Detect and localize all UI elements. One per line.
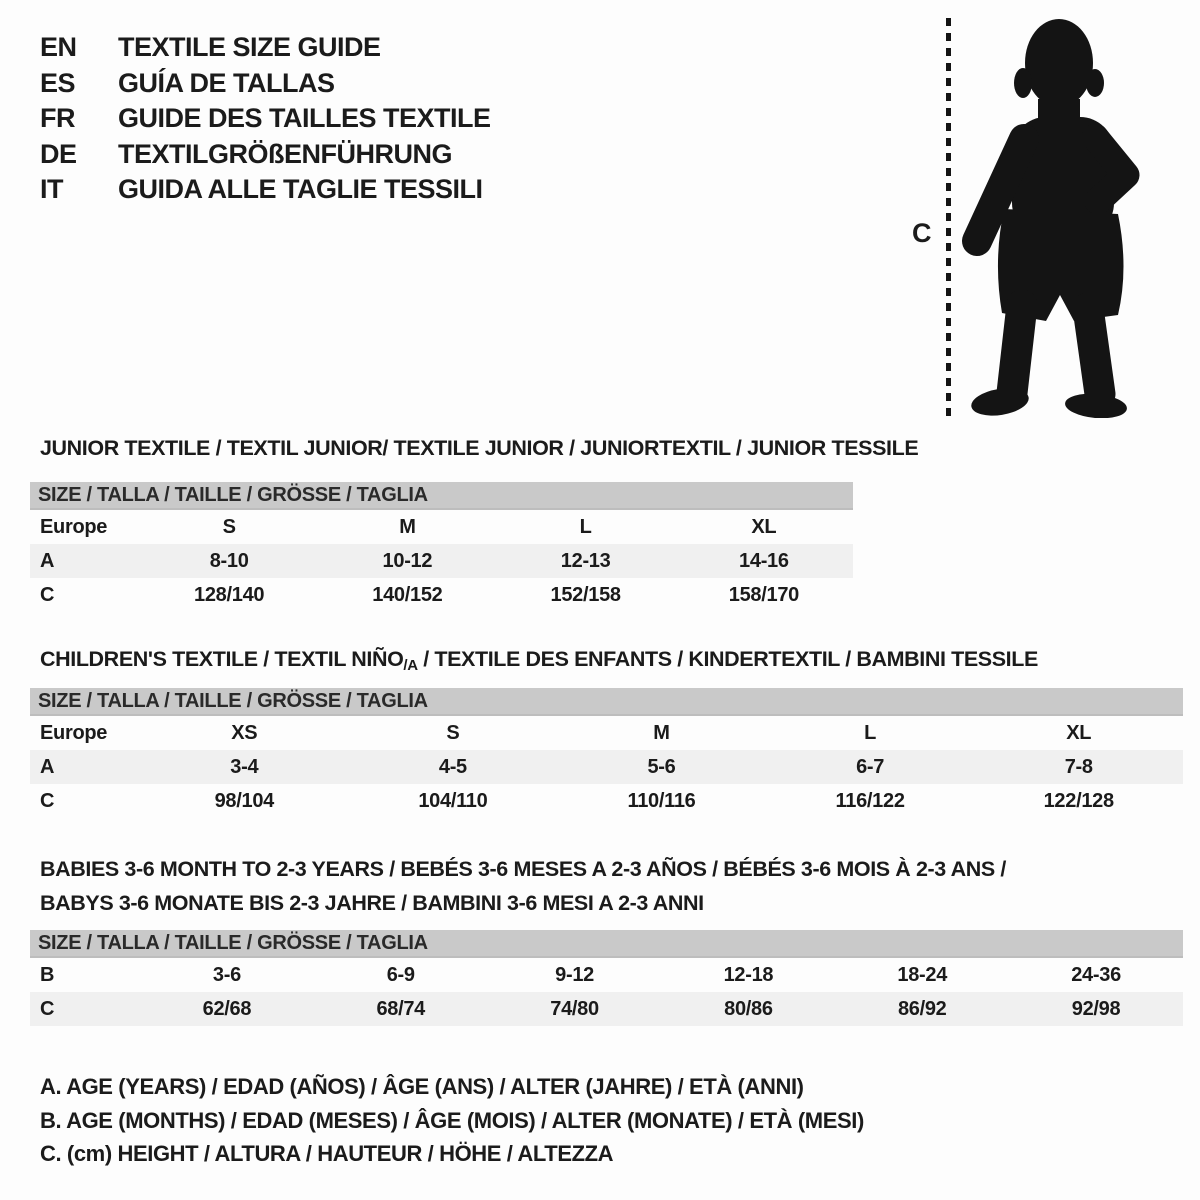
height-cell: 92/98 (1071, 997, 1121, 1020)
toddler-silhouette-icon (960, 13, 1140, 418)
children-section-heading (40, 647, 1038, 672)
babies-heading-line2: BABYS 3-6 MONATE BIS 2-3 JAHRE / BAMBINI 3-6 MESI A 2-3 ANNI (40, 891, 704, 915)
children-heading-rest: / TEXTILE DES ENFANTS / KINDERTEXTIL / BAMBINI TESSILE (417, 647, 1038, 671)
age-cell: 12-13 (560, 549, 611, 572)
row-label: Europe (40, 721, 108, 744)
height-cell: 110/116 (627, 789, 696, 812)
legend-line-b: B. AGE (MONTHS) / EDAD (MESES) / ÂGE (MOIS) / ALTER (MONATE) / ETÀ (MESI) (40, 1107, 864, 1133)
age-cell: 12-18 (723, 963, 774, 986)
height-cell: 128/140 (194, 583, 265, 606)
height-cell: 152/158 (550, 583, 621, 606)
language-row-de (40, 137, 491, 173)
measure-legend (40, 1070, 864, 1171)
age-cell: 10-12 (382, 549, 433, 572)
language-row-es (40, 66, 491, 102)
children-size-table (30, 688, 1183, 818)
size-cell: XL (751, 515, 777, 538)
row-label: C (40, 997, 55, 1020)
junior-size-table (30, 482, 853, 612)
children-size-header-bar: SIZE / TALLA / TAILLE / GRÖSSE / TAGLIA (30, 688, 1183, 716)
height-cell: 86/92 (897, 997, 947, 1020)
table-row (30, 578, 853, 612)
row-label: A (40, 549, 55, 572)
size-cell: XL (1066, 721, 1092, 744)
language-title: GUIDA ALLE TAGLIE TESSILI (118, 174, 483, 204)
size-cell: S (222, 515, 236, 538)
legend-line-a: A. AGE (YEARS) / EDAD (AÑOS) / ÂGE (ANS) / ALTER (JAHRE) / ETÀ (ANNI) (40, 1074, 804, 1099)
babies-section-heading (40, 852, 1006, 920)
children-heading-main: CHILDREN'S TEXTILE / TEXTIL NIÑO (40, 647, 404, 671)
age-cell: 3-4 (230, 755, 259, 778)
age-cell: 14-16 (739, 549, 789, 572)
height-cell: 62/68 (202, 997, 252, 1020)
junior-section-heading: JUNIOR TEXTILE / TEXTIL JUNIOR/ TEXTILE JUNIOR / JUNIORTEXTIL / JUNIOR TESSILE (40, 436, 919, 460)
height-measure-label: C (912, 218, 932, 248)
table-row (30, 510, 853, 544)
height-cell: 104/110 (418, 789, 488, 812)
height-cell: 158/170 (728, 583, 799, 606)
junior-size-header-bar: SIZE / TALLA / TAILLE / GRÖSSE / TAGLIA (30, 482, 853, 510)
height-cell: 80/86 (724, 997, 773, 1020)
language-title: GUIDE DES TAILLES TEXTILE (118, 103, 491, 133)
age-cell: 6-9 (386, 963, 415, 986)
language-row-it (40, 172, 491, 208)
row-label: C (40, 789, 55, 812)
table-row (30, 992, 1183, 1026)
language-code: FR (40, 103, 75, 133)
row-label: C (40, 583, 55, 606)
babies-heading-line1: BABIES 3-6 MONTH TO 2-3 YEARS / BEBÉS 3-6 MESES A 2-3 AÑOS / BÉBÉS 3-6 MOIS À 2-3 ANS / (40, 857, 1006, 881)
height-cell: 68/74 (376, 997, 426, 1020)
height-dashed-line (946, 18, 951, 416)
size-cell: M (399, 515, 416, 538)
age-cell: 18-24 (897, 963, 948, 986)
height-cell: 140/152 (372, 583, 443, 606)
age-cell: 6-7 (856, 755, 885, 778)
height-cell: 122/128 (1043, 789, 1114, 812)
table-row (30, 716, 1183, 750)
size-cell: M (653, 721, 670, 744)
language-code: IT (40, 174, 63, 204)
babies-size-table (30, 930, 1183, 1026)
language-guide-list (40, 30, 491, 208)
age-cell: 24-36 (1071, 963, 1121, 986)
height-cell: 98/104 (214, 789, 274, 812)
language-row-en (40, 30, 491, 66)
height-cell: 116/122 (835, 789, 905, 812)
row-label: Europe (40, 515, 108, 538)
size-cell: L (579, 515, 592, 538)
size-cell: L (864, 721, 877, 744)
table-row (30, 958, 1183, 992)
row-label: B (40, 963, 55, 986)
language-title: TEXTILGRÖßENFÜHRUNG (118, 138, 452, 169)
language-code: ES (40, 67, 76, 98)
table-row (30, 784, 1183, 818)
legend-line-c: C. (cm) HEIGHT / ALTURA / HAUTEUR / HÖHE / ALTEZZA (40, 1141, 614, 1166)
size-cell: XS (231, 721, 258, 744)
age-cell: 5-6 (647, 755, 676, 778)
age-cell: 9-12 (555, 963, 594, 986)
babies-size-header-bar: SIZE / TALLA / TAILLE / GRÖSSE / TAGLIA (30, 930, 1183, 958)
language-title: TEXTILE SIZE GUIDE (118, 32, 381, 62)
size-cell: S (446, 721, 460, 744)
language-row-fr (40, 101, 491, 137)
age-cell: 4-5 (438, 755, 467, 778)
age-cell: 3-6 (212, 963, 241, 986)
height-cell: 74/80 (550, 997, 599, 1020)
row-label: A (40, 755, 55, 778)
table-row (30, 544, 853, 578)
children-heading-sub: /A (403, 657, 418, 674)
language-code: EN (40, 32, 77, 62)
age-cell: 8-10 (209, 549, 249, 572)
language-title: GUÍA DE TALLAS (118, 67, 335, 98)
table-row (30, 750, 1183, 784)
language-code: DE (40, 138, 77, 169)
age-cell: 7-8 (1064, 755, 1093, 778)
